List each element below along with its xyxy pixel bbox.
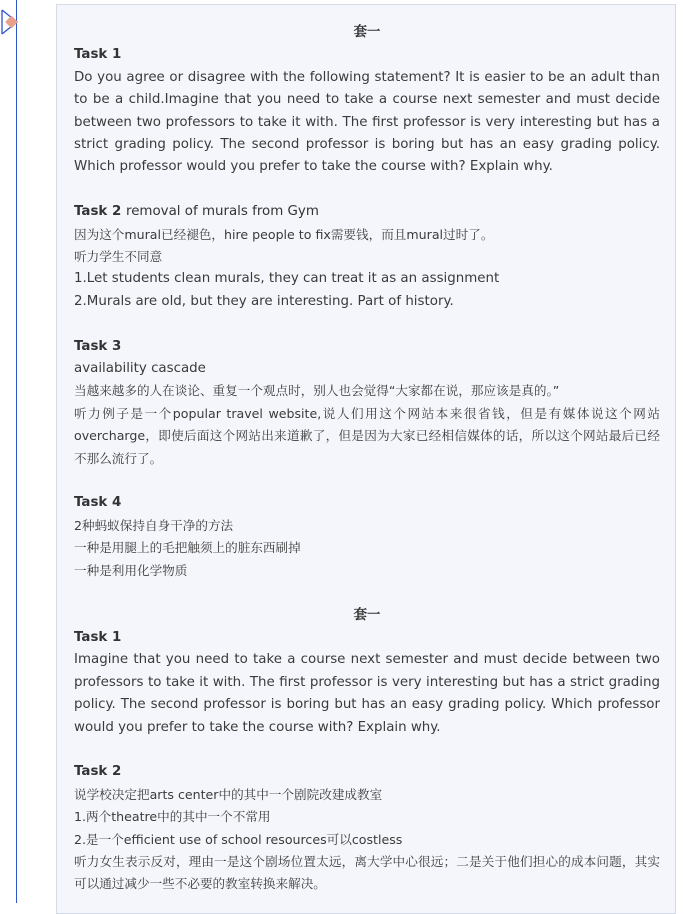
task-line: 2.是一个efficient use of school resources可以costless <box>74 831 403 847</box>
task-line: 一种是用腿上的毛把触须上的脏东西刷掉 <box>74 540 301 556</box>
task-label: Task 2 <box>74 764 122 780</box>
task-line: 1.Let students clean murals, they can treat it as an assignment <box>74 271 500 287</box>
task-line: 听力女生表示反对，理由一是这个剧场位置太远，离大学中心很远；二是关于他们担心的成本问题，其实可以通过减少一些不必要的教室转换来解决。 <box>74 853 660 892</box>
task-heading <box>74 492 660 514</box>
task-line: 听力例子是一个popular travel website,说人们用这个网站本来很省钱，但是有媒体说这个网站overcharge，即使后面这个网站出来道歉了，但是因为大家已经相信媒体的话，所以这个网站最后已经不那么流行了。 <box>74 405 660 466</box>
task-text: Do you agree or disagree with the following statement? It is easier to be an adult than to be a child.Imagine that you need to take a course next semester and must decide between two professors to take it with. The first professor is very interesting but has a strict grading policy. The second professor is boring but has an easy grading policy. Which professor would you prefer to take the course with? Explain why. <box>74 69 660 175</box>
task-heading <box>74 761 660 783</box>
task-text: Imagine that you need to take a course next semester and must decide between two professors to take it with. The first professor is very interesting but has a strict grading policy. The second professor is boring but has an easy grading policy. Which professor would you prefer to take the course with? Explain why. <box>74 652 660 735</box>
task-heading <box>74 201 660 223</box>
task-line: availability cascade <box>74 361 206 377</box>
document-content <box>74 22 660 896</box>
task-label: Task 4 <box>74 495 122 511</box>
task-line: 当越来越多的人在谈论、重复一个观点时，别人也会觉得“大家都在说，那应该是真的。” <box>74 383 560 399</box>
task-line: 2.Murals are old, but they are interesting. Part of history. <box>74 293 454 309</box>
task-line: 说学校决定把arts center中的其中一个剧院改建成教室 <box>74 786 383 802</box>
set-title: 套一 <box>353 607 381 623</box>
task-label: Task 2 <box>74 204 122 220</box>
task-subtitle: removal of murals from Gym <box>125 204 319 220</box>
task-label: Task 1 <box>74 629 122 645</box>
task-heading <box>74 44 660 66</box>
task-heading <box>74 336 660 358</box>
task-line: 1.两个theatre中的其中一个不常用 <box>74 809 271 825</box>
task-line: 一种是利用化学物质 <box>74 562 188 578</box>
task-line: 因为这个mural已经褪色，hire people to fix需要钱，而且mural过时了。 <box>74 226 494 242</box>
task-label: Task 1 <box>74 47 122 63</box>
task-line: 听力学生不同意 <box>74 249 163 265</box>
task-line: 2种蚂蚁保持自身干净的方法 <box>74 517 234 533</box>
task-label: Task 3 <box>74 338 122 354</box>
task-heading <box>74 627 660 649</box>
timeline-bullet-icon <box>0 8 26 36</box>
timeline-line <box>16 0 17 903</box>
set-title: 套一 <box>353 25 381 40</box>
